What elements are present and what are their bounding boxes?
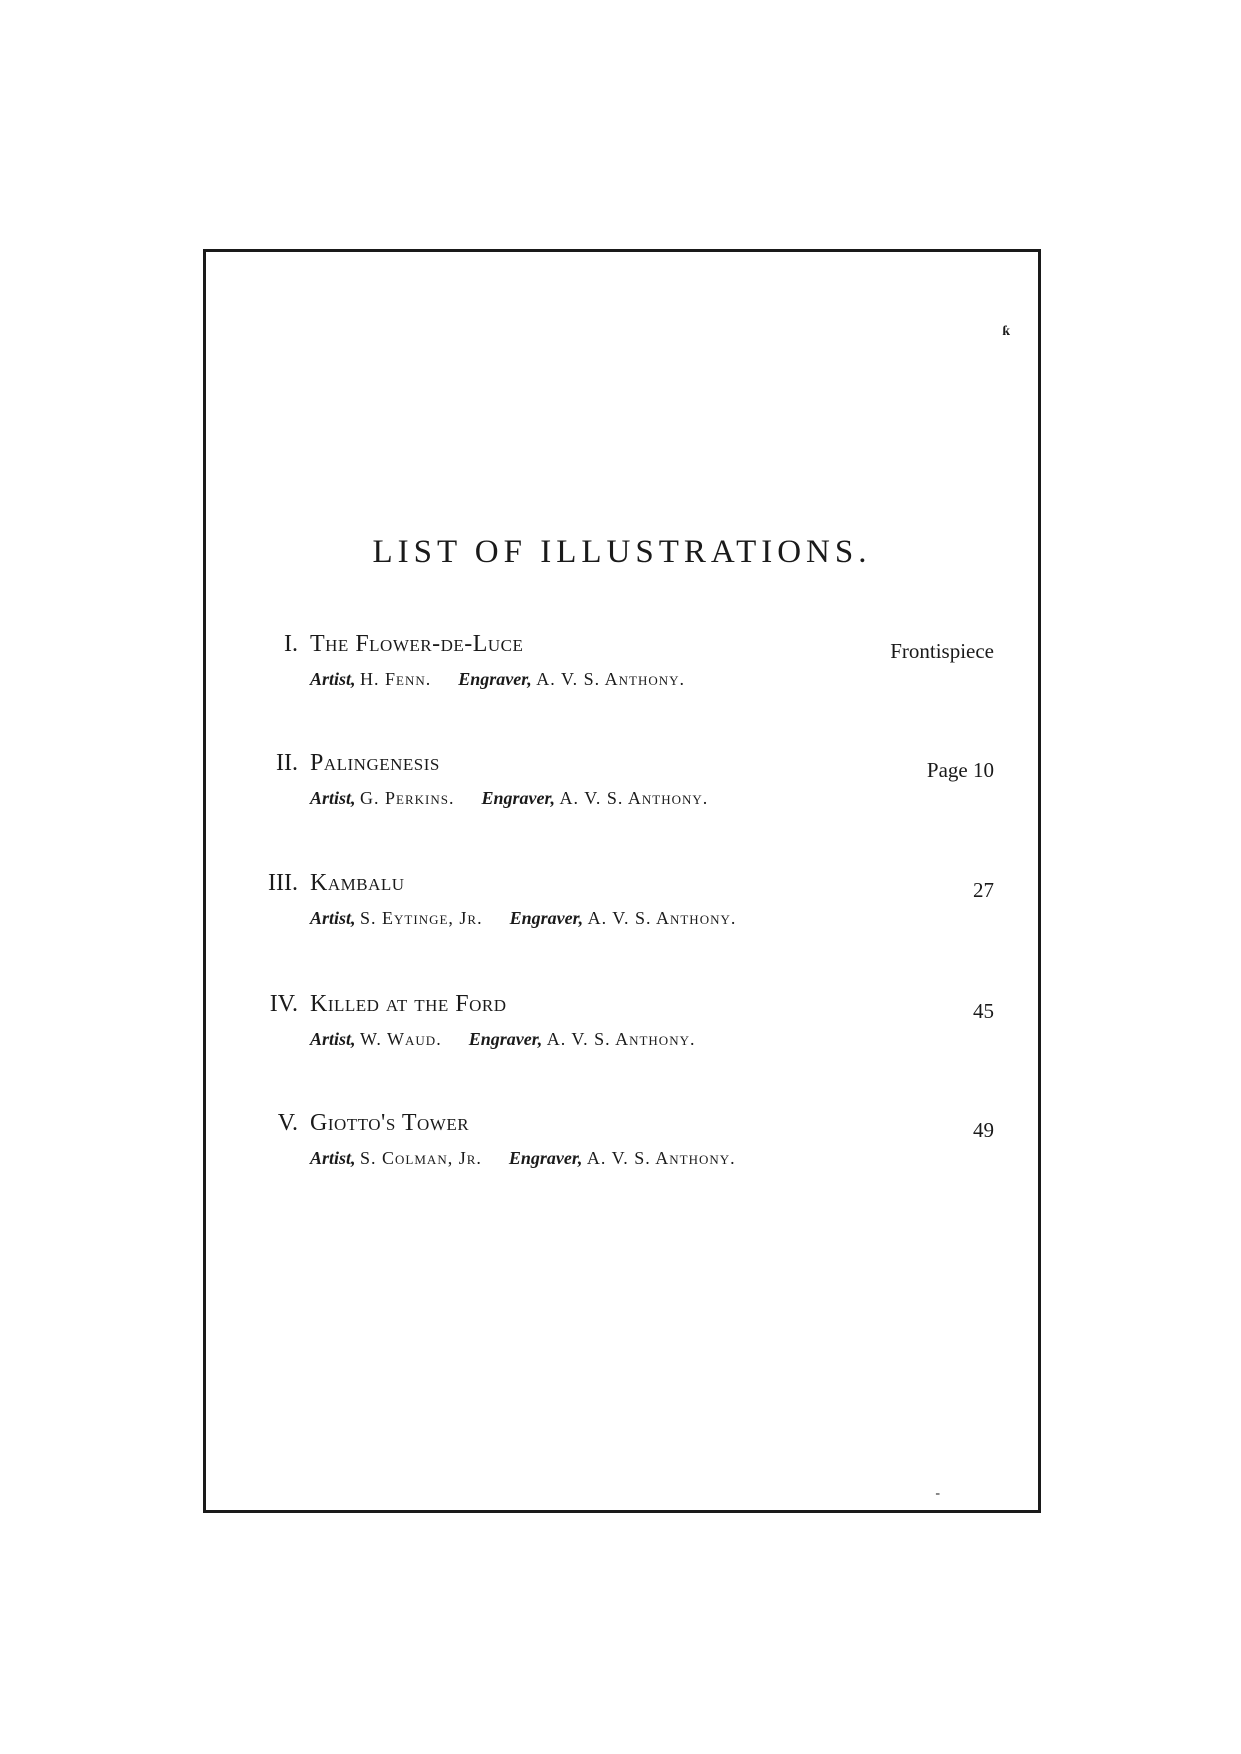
page-title: LIST OF ILLUSTRATIONS. <box>372 534 872 571</box>
artist-label: Artist, <box>310 908 356 928</box>
illustration-entry-4 <box>206 991 1038 1061</box>
entry-credits <box>310 1148 736 1169</box>
entry-page-ref: Frontispiece <box>890 639 994 663</box>
entry-credits <box>310 1029 695 1050</box>
entry-numeral: I. <box>284 631 298 657</box>
entry-heading: The Flower-de-Luce <box>310 631 524 657</box>
artist-label: Artist, <box>310 1029 356 1049</box>
entry-page-ref: 49 <box>973 1118 994 1142</box>
engraver-label: Engraver, <box>468 1029 543 1049</box>
artist-label: Artist, <box>310 788 356 808</box>
engraver-label: Engraver, <box>481 788 556 808</box>
engraver-name: A. V. S. Anthony. <box>536 669 686 689</box>
engraver-name: A. V. S. Anthony. <box>559 788 709 808</box>
entry-credits <box>310 788 708 809</box>
entry-heading: Palingenesis <box>310 750 440 776</box>
illustration-entry-5 <box>206 1110 1038 1180</box>
artist-name: H. Fenn. <box>360 669 432 689</box>
artist-name: S. Colman, Jr. <box>360 1148 482 1168</box>
illustration-entry-1 <box>206 631 1038 701</box>
entry-heading: Giotto's Tower <box>310 1110 470 1136</box>
entry-page-ref: 27 <box>973 878 994 902</box>
engraver-name: A. V. S. Anthony. <box>586 1148 736 1168</box>
entry-page-ref: Page 10 <box>926 758 994 782</box>
artist-label: Artist, <box>310 669 356 689</box>
entry-numeral: IV. <box>269 991 298 1017</box>
bottom-mark: - <box>935 1486 940 1501</box>
entry-credits <box>310 908 736 929</box>
entry-credits <box>310 669 685 690</box>
illustration-entry-3 <box>206 870 1038 940</box>
entry-numeral: V. <box>277 1110 298 1136</box>
illustration-entry-2 <box>206 750 1038 820</box>
entry-heading: Killed at the Ford <box>310 991 507 1017</box>
artist-name: W. Waud. <box>360 1029 442 1049</box>
page-frame <box>203 249 1041 1513</box>
entry-heading: Kambalu <box>310 870 405 896</box>
engraver-label: Engraver, <box>508 1148 583 1168</box>
entry-page-ref: 45 <box>973 999 994 1023</box>
engraver-label: Engraver, <box>458 669 532 689</box>
entry-numeral: III. <box>268 870 298 896</box>
engraver-label: Engraver, <box>509 908 584 928</box>
entry-numeral: II. <box>276 750 298 776</box>
artist-label: Artist, <box>310 1148 356 1168</box>
corner-mark: ƙ <box>1002 324 1010 339</box>
artist-name: G. Perkins. <box>360 788 455 808</box>
engraver-name: A. V. S. Anthony. <box>587 908 737 928</box>
engraver-name: A. V. S. Anthony. <box>546 1029 696 1049</box>
artist-name: S. Eytinge, Jr. <box>360 908 483 928</box>
